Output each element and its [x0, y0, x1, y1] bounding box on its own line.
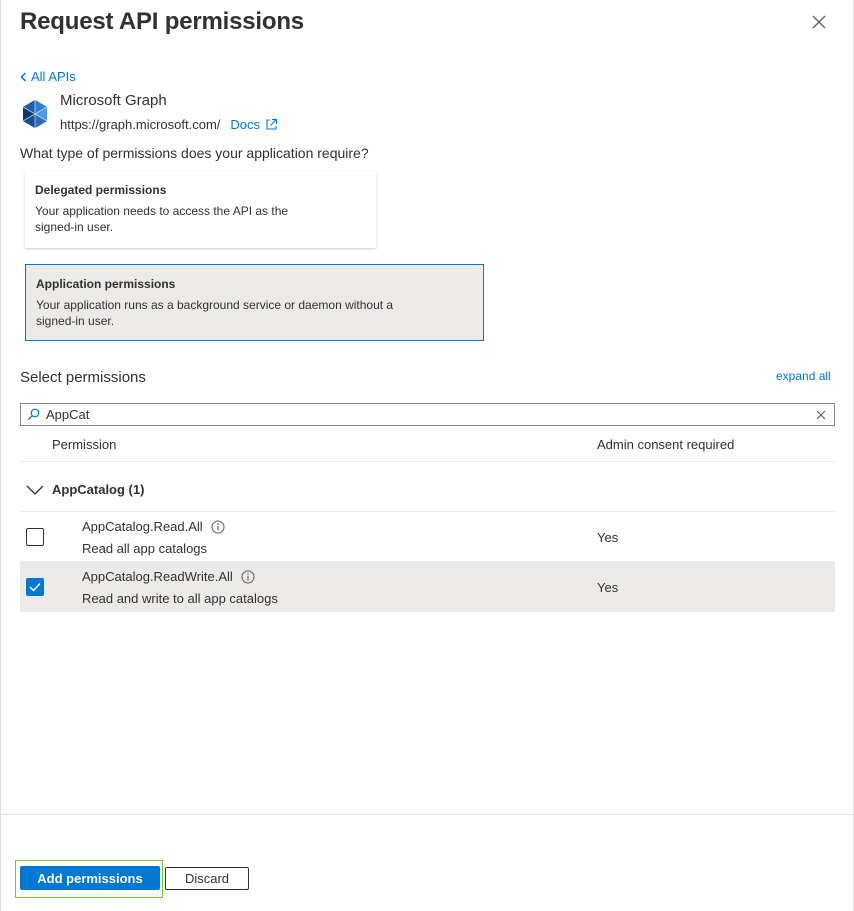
column-header-admin-consent: Admin consent required	[597, 437, 735, 452]
table-row	[20, 512, 835, 562]
permission-name: AppCatalog.ReadWrite.All	[82, 569, 233, 584]
delegated-description-line1: Your application needs to access the API as the	[35, 204, 289, 218]
clear-search-button[interactable]	[814, 408, 828, 422]
admin-consent-value: Yes	[597, 580, 619, 595]
all-apis-link[interactable]	[20, 69, 76, 84]
permission-type-question: What type of permissions does your application require?	[20, 145, 369, 161]
footer-divider	[1, 814, 854, 815]
close-icon	[816, 410, 826, 420]
chevron-down-icon	[26, 481, 44, 499]
application-title: Application permissions	[36, 277, 176, 291]
select-permissions-label: Select permissions	[20, 369, 146, 386]
docs-label: Docs	[230, 117, 261, 132]
info-icon[interactable]	[211, 520, 225, 534]
info-icon[interactable]	[241, 570, 255, 584]
permission-group-label: AppCatalog (1)	[52, 482, 145, 497]
api-url: https://graph.microsoft.com/	[60, 117, 221, 132]
application-permissions-card[interactable]	[25, 264, 484, 341]
permission-search-box	[20, 403, 835, 426]
permission-name-cell	[82, 519, 225, 534]
close-icon	[812, 15, 826, 29]
permission-description: Read and write to all app catalogs	[82, 591, 278, 606]
permission-group-appcatalog[interactable]	[20, 468, 835, 512]
admin-consent-value: Yes	[597, 530, 619, 545]
permissions-table-header	[20, 433, 835, 462]
permission-checkbox[interactable]	[26, 578, 44, 596]
all-apis-label: All APIs	[31, 69, 76, 84]
column-header-permission: Permission	[52, 437, 117, 452]
permission-description: Read all app catalogs	[82, 541, 208, 556]
permission-name: AppCatalog.Read.All	[82, 519, 203, 534]
api-name: Microsoft Graph	[60, 92, 167, 109]
add-permissions-button[interactable]: Add permissions	[20, 866, 160, 890]
api-url-row	[60, 117, 278, 132]
close-button[interactable]	[807, 10, 831, 34]
checkmark-icon	[29, 582, 41, 592]
delegated-title: Delegated permissions	[35, 183, 167, 197]
panel-title: Request API permissions	[20, 8, 304, 35]
delegated-permissions-card[interactable]	[25, 171, 376, 248]
docs-link[interactable]	[230, 117, 278, 132]
table-row	[20, 562, 835, 612]
search-icon	[27, 408, 40, 421]
application-description-line1: Your application runs as a background service or daemon without a	[36, 298, 394, 312]
expand-all-link[interactable]: expand all	[776, 369, 831, 383]
permission-name-cell	[82, 569, 255, 584]
delegated-description-line2: signed-in user.	[35, 220, 114, 234]
external-link-icon	[265, 118, 278, 131]
discard-button[interactable]: Discard	[165, 867, 249, 890]
application-description-line2: signed-in user.	[36, 314, 115, 328]
chevron-left-icon	[20, 72, 27, 82]
permission-search-input[interactable]	[46, 407, 814, 422]
permission-checkbox[interactable]	[26, 528, 44, 546]
microsoft-graph-icon	[21, 99, 49, 129]
